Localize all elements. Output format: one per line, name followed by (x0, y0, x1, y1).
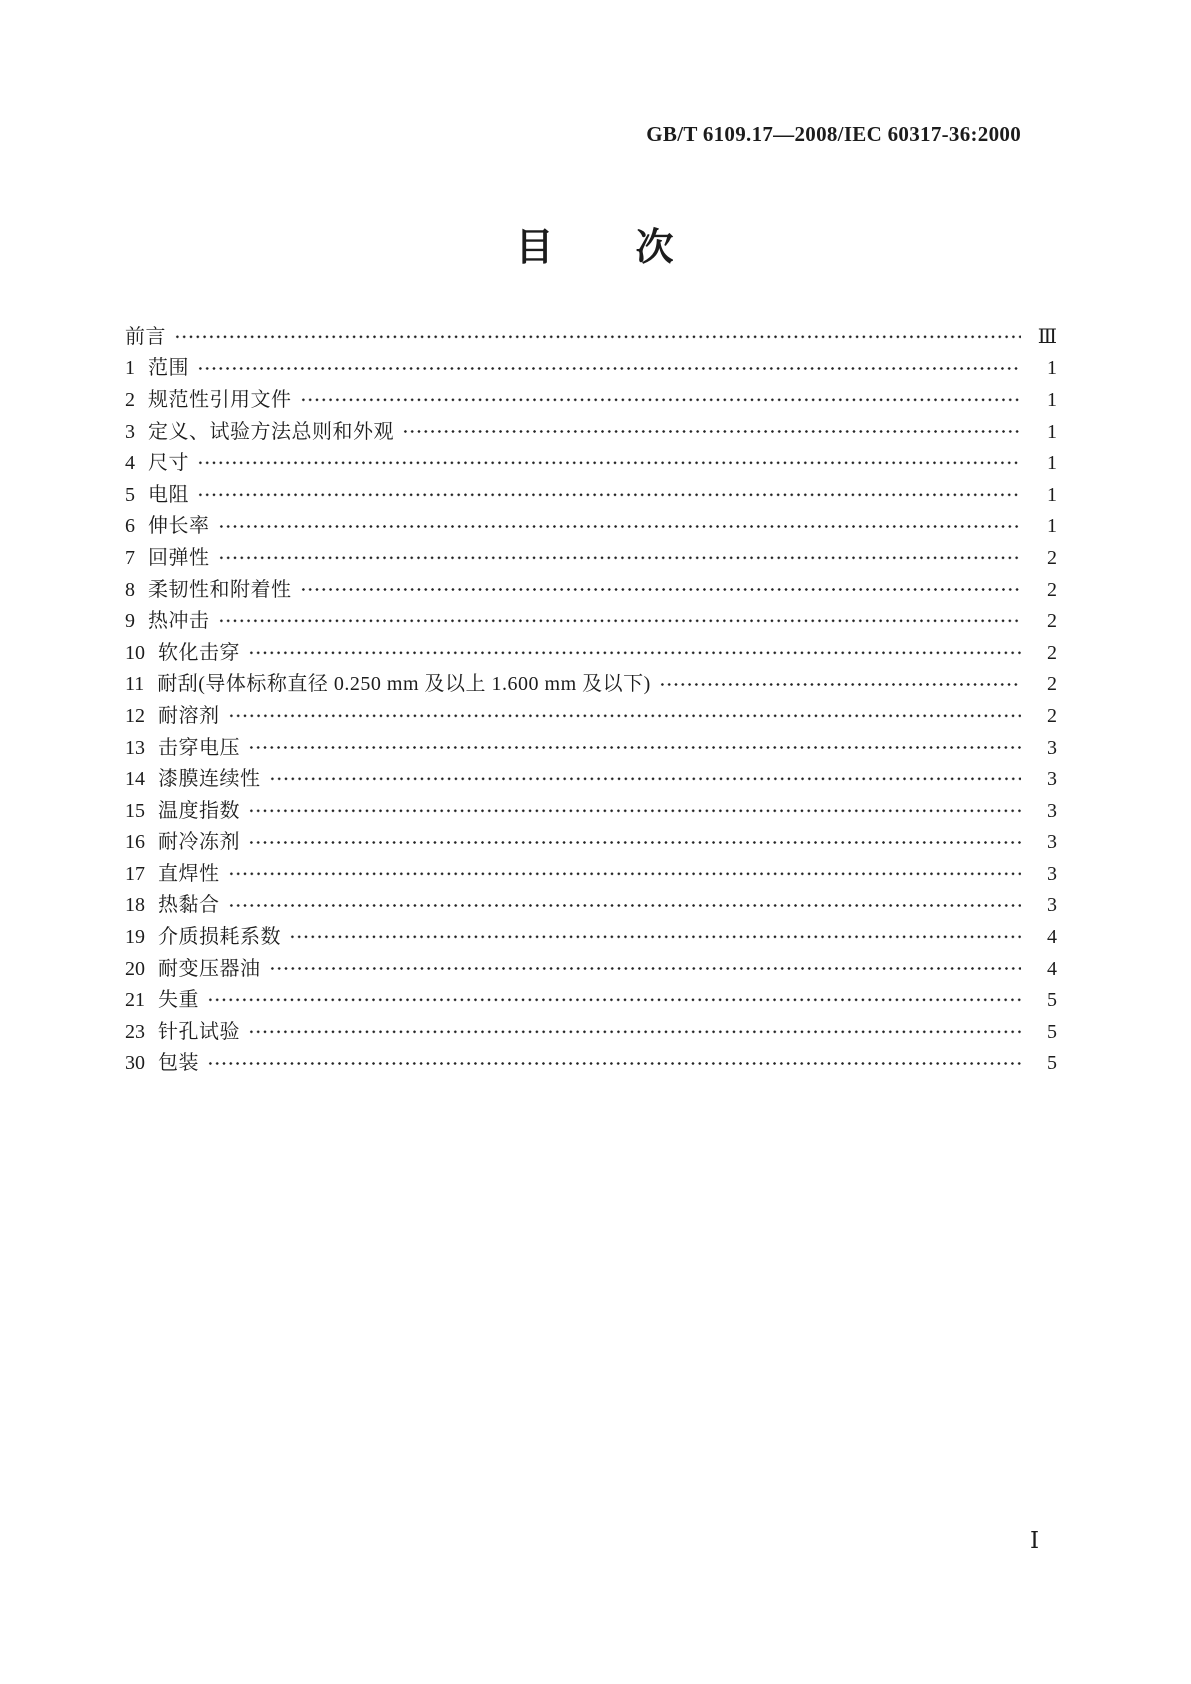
toc-entry (125, 763, 1057, 795)
toc-entry-title: 漆膜连续性 (158, 768, 261, 791)
dot-leader (218, 511, 1022, 543)
toc-entry-title: 直焊性 (158, 862, 220, 885)
toc-entry-number: 13 (125, 736, 145, 759)
toc-entry-page-number: 2 (1047, 610, 1057, 633)
toc-entry-number: 15 (125, 799, 145, 822)
toc-entry-page-number: 1 (1047, 483, 1057, 506)
toc-entry-title: 失重 (158, 989, 199, 1012)
toc-entry-title: 温度指数 (158, 799, 240, 822)
toc-entry (125, 1048, 1057, 1080)
toc-entry-title: 耐冷冻剂 (158, 831, 240, 854)
dot-leader (197, 479, 1021, 511)
toc-entry (125, 953, 1057, 985)
toc-entry (125, 827, 1057, 859)
toc-entry-page-number: 1 (1047, 420, 1057, 443)
table-of-contents (125, 321, 1057, 1079)
dot-leader (300, 574, 1022, 606)
toc-entry-number: 10 (125, 641, 145, 664)
toc-entry-number: 4 (125, 452, 135, 475)
toc-entry-page-number: 1 (1047, 515, 1057, 538)
toc-entry-title: 热黏合 (158, 894, 220, 917)
dot-leader (218, 542, 1022, 574)
toc-entry-page-number: 2 (1047, 546, 1057, 569)
toc-entry (125, 669, 1057, 701)
dot-leader (174, 321, 1021, 353)
dot-leader (248, 1016, 1021, 1048)
toc-entry-page-number: 3 (1047, 894, 1057, 917)
toc-entry (125, 890, 1057, 922)
toc-entry-number: 12 (125, 704, 145, 727)
toc-entry (125, 921, 1057, 953)
toc-entry-title: 回弹性 (148, 546, 210, 569)
toc-entry (125, 574, 1057, 606)
toc-entry (125, 447, 1057, 479)
toc-entry (125, 1016, 1057, 1048)
dot-leader (269, 763, 1022, 795)
toc-entry-number: 5 (125, 483, 135, 506)
toc-entry-title: 软化击穿 (158, 641, 240, 664)
toc-entry-page-number: 2 (1047, 641, 1057, 664)
toc-entry-page-number: 2 (1047, 578, 1057, 601)
toc-entry-number: 3 (125, 420, 135, 443)
dot-leader (228, 890, 1022, 922)
toc-entry-title: 前言 (125, 325, 166, 348)
dot-leader (207, 1048, 1021, 1080)
toc-entry (125, 700, 1057, 732)
dot-leader (248, 795, 1021, 827)
toc-entry-title: 范围 (148, 357, 189, 380)
toc-entry-page-number: 5 (1047, 1052, 1057, 1075)
toc-entry-number: 30 (125, 1052, 145, 1075)
toc-entry-page-number: 5 (1047, 989, 1057, 1012)
toc-entry-number: 7 (125, 546, 135, 569)
toc-entry-title: 耐变压器油 (158, 957, 261, 980)
toc-entry-page-number: 3 (1047, 799, 1057, 822)
toc-entry-title: 柔韧性和附着性 (148, 578, 292, 601)
toc-entry-number: 19 (125, 926, 145, 949)
toc-entry-title: 热冲击 (148, 610, 210, 633)
toc-entry-title: 耐溶剂 (158, 704, 220, 727)
toc-entry-title: 尺寸 (148, 452, 189, 475)
toc-entry-title: 规范性引用文件 (148, 388, 292, 411)
toc-entry-number: 9 (125, 610, 135, 633)
toc-entry-number: 21 (125, 989, 145, 1012)
toc-entry-number: 11 (125, 673, 145, 696)
toc-entry-page-number: 1 (1047, 452, 1057, 475)
standard-code-header: GB/T 6109.17—2008/IEC 60317-36:2000 (646, 122, 1021, 146)
toc-entry-number: 6 (125, 515, 135, 538)
toc-entry-number: 16 (125, 831, 145, 854)
toc-entry-number: 18 (125, 894, 145, 917)
toc-entry (125, 732, 1057, 764)
toc-entry-number: 2 (125, 388, 135, 411)
toc-entry-title: 伸长率 (148, 515, 210, 538)
dot-leader (228, 700, 1022, 732)
toc-entry-title: 包装 (158, 1052, 199, 1075)
dot-leader (402, 416, 1021, 448)
toc-entry-number: 23 (125, 1020, 145, 1043)
toc-entry (125, 511, 1057, 543)
toc-entry-page-number: 3 (1047, 768, 1057, 791)
toc-entry (125, 605, 1057, 637)
toc-entry-title: 介质损耗系数 (158, 926, 281, 949)
footer-page-number: Ⅰ (1030, 1528, 1040, 1553)
dot-leader (218, 605, 1022, 637)
toc-entry-number: 14 (125, 768, 145, 791)
toc-entry-page-number: 4 (1047, 957, 1057, 980)
toc-entry (125, 479, 1057, 511)
toc-entry-page-number: 4 (1047, 926, 1057, 949)
toc-entry-title: 耐刮(导体标称直径 0.250 mm 及以上 1.600 mm 及以下) (157, 673, 651, 696)
toc-entry-title: 电阻 (148, 483, 189, 506)
toc-entry-number: 8 (125, 578, 135, 601)
dot-leader (248, 637, 1021, 669)
dot-leader (269, 953, 1022, 985)
dot-leader (197, 353, 1021, 385)
dot-leader (248, 827, 1021, 859)
toc-entry (125, 542, 1057, 574)
toc-entry (125, 353, 1057, 385)
toc-entry-title: 针孔试验 (158, 1020, 240, 1043)
toc-entry-page-number: 2 (1047, 704, 1057, 727)
dot-leader (300, 384, 1022, 416)
toc-entry (125, 416, 1057, 448)
toc-entry-page-number: 3 (1047, 831, 1057, 854)
dot-leader (207, 984, 1021, 1016)
toc-entry-page-number: Ⅲ (1037, 325, 1057, 348)
toc-entry-title: 击穿电压 (158, 736, 240, 759)
toc-entry (125, 795, 1057, 827)
toc-entry-page-number: 5 (1047, 1020, 1057, 1043)
dot-leader (197, 447, 1021, 479)
toc-entry (125, 637, 1057, 669)
toc-entry-title: 定义、试验方法总则和外观 (148, 420, 394, 443)
toc-entry (125, 858, 1057, 890)
toc-entry (125, 384, 1057, 416)
toc-entry-page-number: 1 (1047, 357, 1057, 380)
dot-leader (659, 669, 1021, 701)
dot-leader (228, 858, 1022, 890)
toc-entry (125, 321, 1057, 353)
toc-entry-number: 1 (125, 357, 135, 380)
toc-entry-page-number: 2 (1047, 673, 1057, 696)
dot-leader (289, 921, 1021, 953)
toc-entry-page-number: 3 (1047, 736, 1057, 759)
page-title: 目 次 (515, 227, 676, 269)
toc-entry (125, 984, 1057, 1016)
dot-leader (248, 732, 1021, 764)
toc-entry-number: 20 (125, 957, 145, 980)
toc-entry-page-number: 3 (1047, 862, 1057, 885)
toc-entry-page-number: 1 (1047, 388, 1057, 411)
toc-entry-number: 17 (125, 862, 145, 885)
